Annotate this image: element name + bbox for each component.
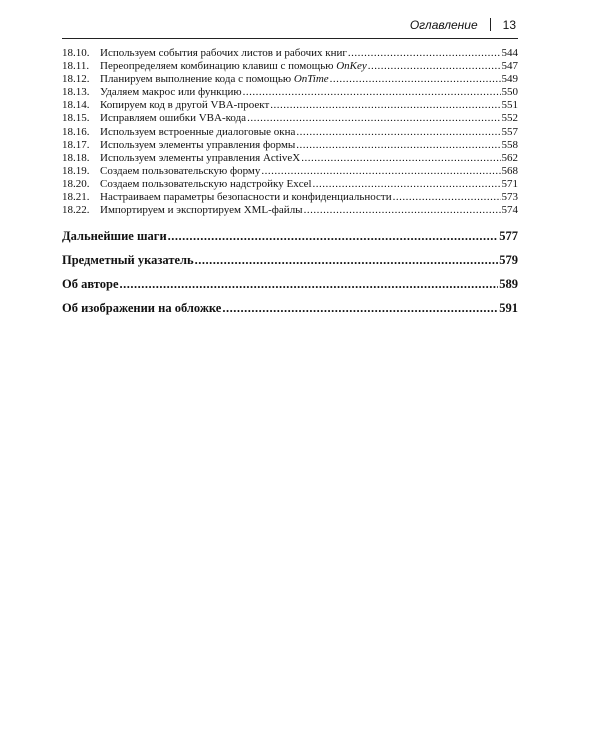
toc-entry-number: 18.13. — [62, 86, 90, 99]
toc-entry-number: 18.10. — [62, 47, 90, 59]
toc-section-title: Об авторе — [62, 277, 119, 292]
toc-entry-title: Переопределяем комбинацию клавиш с помощью OnKey — [100, 60, 367, 73]
toc-entry[interactable] — [62, 99, 518, 112]
toc-section-title: Предметный указатель — [62, 253, 194, 268]
toc-entry-number: 18.22. — [62, 204, 90, 217]
toc-entry[interactable] — [62, 112, 518, 125]
toc-entry-number: 18.12. — [62, 73, 90, 86]
dot-leader — [168, 228, 499, 244]
toc-entry-title: Настраиваем параметры безопасности и конфиденциальности — [100, 191, 392, 204]
toc-entry-page: 574 — [501, 204, 518, 217]
toc-entry[interactable] — [62, 86, 518, 99]
toc-entry[interactable] — [62, 139, 518, 152]
toc-entry-number: 18.19. — [62, 164, 90, 177]
toc-entry-page: 568 — [501, 164, 518, 177]
toc-entry-title: Удаляем макрос или функцию — [100, 86, 242, 99]
toc-entry-title: Используем события рабочих листов и рабочих книг — [100, 47, 347, 59]
toc-entry-page: 558 — [501, 138, 518, 151]
dot-leader — [296, 126, 500, 139]
toc-entry-title: Исправляем ошибки VBA-кода — [100, 112, 247, 125]
toc-entry-title: Импортируем и экспортируем XML-файлы — [100, 204, 303, 217]
toc-section-page: 591 — [499, 301, 518, 316]
toc-entry-page: 557 — [501, 125, 518, 138]
toc-entry-title: Используем элементы управления ActiveX — [100, 151, 301, 164]
toc-entry-number: 18.18. — [62, 151, 90, 164]
toc-entry-page: 552 — [501, 112, 518, 125]
toc-section[interactable] — [62, 300, 518, 316]
dot-leader — [313, 178, 501, 191]
toc-entry-page: 547 — [501, 60, 518, 73]
toc-entry-page: 550 — [501, 86, 518, 99]
toc-entry-number: 18.21. — [62, 191, 90, 204]
toc-entry[interactable] — [62, 152, 518, 165]
header-separator — [490, 18, 491, 31]
dot-leader — [195, 252, 499, 268]
toc-section[interactable] — [62, 252, 518, 268]
dot-leader — [296, 139, 500, 152]
table-of-contents — [62, 47, 518, 316]
dot-leader — [330, 73, 501, 86]
dot-leader — [393, 191, 501, 204]
page-number: 13 — [502, 18, 516, 32]
toc-section-title: Дальнейшие шаги — [62, 229, 167, 244]
toc-entry-page: 549 — [501, 73, 518, 86]
toc-section-page: 589 — [499, 277, 518, 292]
toc-entry-title: Создаем пользовательскую форму — [100, 164, 261, 177]
toc-entry-number: 18.16. — [62, 125, 90, 138]
dot-leader — [301, 152, 500, 165]
toc-entry-title: Создаем пользовательскую надстройку Excel — [100, 177, 312, 190]
dot-leader — [222, 300, 498, 316]
toc-entry-title: Копируем код в другой VBA-проект — [100, 99, 270, 112]
toc-entry-page: 562 — [501, 151, 518, 164]
running-header-title: Оглавление — [409, 18, 478, 32]
toc-entry-number: 18.14. — [62, 99, 90, 112]
dot-leader — [243, 86, 501, 99]
dot-leader — [247, 112, 500, 125]
toc-entry-title: Используем элементы управления формы — [100, 138, 296, 151]
dot-leader — [261, 165, 500, 178]
dot-leader — [304, 204, 501, 217]
toc-entry[interactable] — [62, 126, 518, 139]
toc-section[interactable] — [62, 228, 518, 244]
toc-entry-number: 18.15. — [62, 112, 90, 125]
toc-entry-page: 573 — [501, 191, 518, 204]
toc-entry-page: 551 — [501, 99, 518, 112]
toc-section-title: Об изображении на обложке — [62, 301, 222, 316]
toc-entry[interactable] — [62, 178, 518, 191]
toc-entry[interactable] — [62, 60, 518, 73]
running-header — [62, 18, 518, 39]
dot-leader — [120, 276, 499, 292]
toc-entry-number: 18.11. — [62, 60, 90, 73]
toc-entry[interactable] — [62, 204, 518, 217]
toc-entry[interactable] — [62, 165, 518, 178]
toc-entry-page: 544 — [501, 47, 518, 59]
toc-entry[interactable] — [62, 73, 518, 86]
toc-entry-title: Используем встроенные диалоговые окна — [100, 125, 296, 138]
toc-entry[interactable] — [62, 47, 518, 60]
dot-leader — [270, 99, 500, 112]
dot-leader — [368, 60, 501, 73]
toc-entry-number: 18.20. — [62, 177, 90, 190]
toc-entry[interactable] — [62, 191, 518, 204]
toc-entry-title: Планируем выполнение кода с помощью OnTime — [100, 73, 329, 86]
toc-section-page: 579 — [499, 253, 518, 268]
toc-entry-page: 571 — [501, 177, 518, 190]
toc-entry-number: 18.17. — [62, 138, 90, 151]
dot-leader — [348, 47, 501, 60]
toc-section-page: 577 — [499, 229, 518, 244]
toc-section[interactable] — [62, 276, 518, 292]
